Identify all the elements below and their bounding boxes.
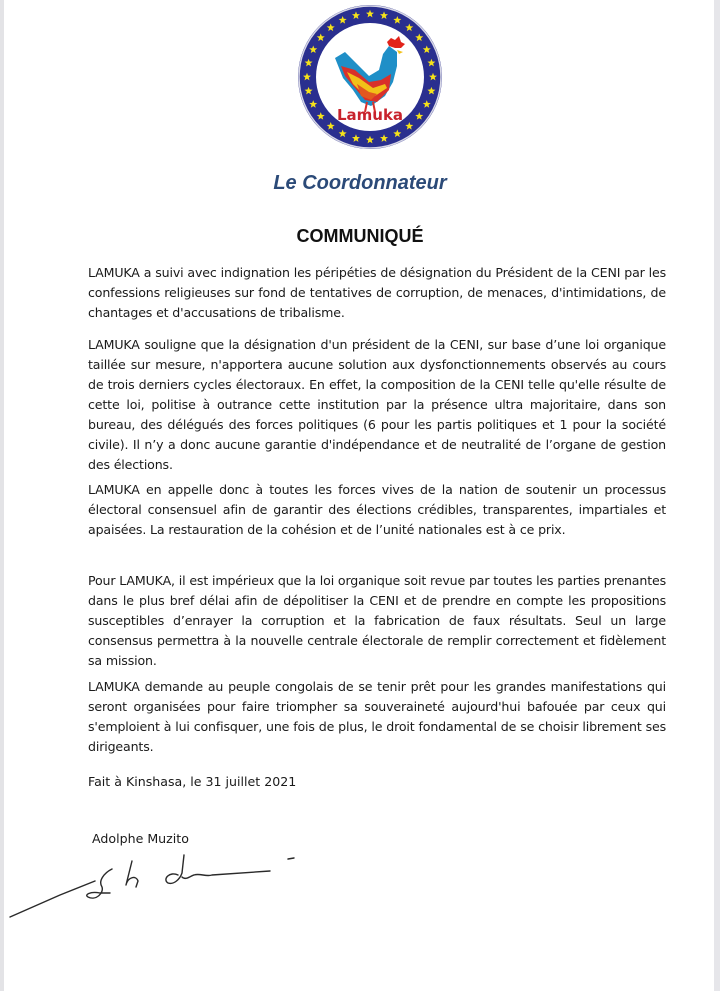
document-title: COMMUNIQUÉ	[296, 226, 424, 246]
page-edge-right	[714, 0, 720, 991]
handwritten-signature-icon	[0, 845, 320, 925]
author-title: Le Coordonnateur	[273, 172, 447, 194]
rooster-emblem-icon	[297, 4, 443, 150]
page-edge-left	[0, 0, 4, 991]
signer-name: Adolphe Muzito	[92, 831, 189, 846]
paragraph-4: Pour LAMUKA, il est impérieux que la loi organique soit revue par toutes les parties prenantes dans le plus bref délai afin de dépolitiser la CENI et de prendre en compte les propositions susceptibles d’enrayer la corruption et la fabrication de faux résultats. Seul un large consensus permettra à la nouvelle centrale électorale de remplir correctement et fidèlement sa mission.	[88, 573, 666, 668]
date-line: Fait à Kinshasa, le 31 juillet 2021	[88, 774, 297, 789]
paragraph-5: LAMUKA demande au peuple congolais de se tenir prêt pour les grandes manifestations qui seront organisées pour faire triompher sa souveraineté aujourd'hui bafouée par ceux qui s'emploient à lui confisquer, une fois de plus, le droit fondamental de se choisir librement ses dirigeants.	[88, 679, 666, 754]
paragraph-1: LAMUKA a suivi avec indignation les péripéties de désignation du Président de la CENI par les confessions religieuses sur fond de tentatives de corruption, de menaces, d'intimidations, de chantages et d'accusations de tribalisme.	[88, 265, 666, 320]
logo-wordmark: Lamuka	[336, 106, 404, 124]
paragraph-2: LAMUKA souligne que la désignation d'un président de la CENI, sur base d’une loi organique taillée sur mesure, n'apportera aucune solution aux dysfonctionnements observés au cours de trois derniers cycles électoraux. En effet, la composition de la CENI telle qu'elle résulte de cette loi, politise à outrance cette institution par la présence ultra majoritaire, dans son bureau, des délégués des forces politiques (6 pour les partis politiques et 1 pour la société civile). Il n’y a donc aucune garantie d'indépendance et de neutralité de l’organe de gestion des élections.	[88, 337, 666, 472]
paragraph-3: LAMUKA en appelle donc à toutes les forces vives de la nation de soutenir un processus électoral consensuel afin de garantir des élections crédibles, transparentes, impartiales et apaisées. La restauration de la cohésion et de l’unité nationales est à ce prix.	[88, 482, 666, 537]
lamuka-logo	[297, 4, 443, 150]
